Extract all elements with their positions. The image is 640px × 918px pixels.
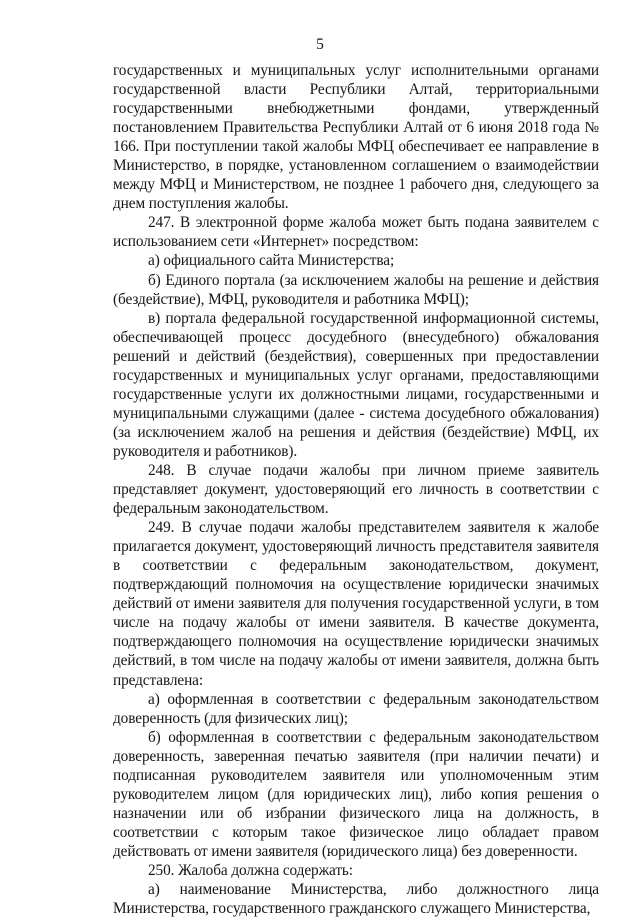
paragraph-250: 250. Жалоба должна содержать: [148,861,353,879]
paragraph-249-b: б) оформленная в соответствии с федеральным законодательством доверенность, заверенная печатью заявителя (при наличии печати) и подписанная руководителем заявителя или уполномоченным этим руководителем лицом (для юридических лиц), либо копия решения о назначении или об избрании физического лица на должность, в соответствии с которым такое физическое лицо обладает правом действовать от имени заявителя (юридического лица) без доверенности. [113,728,599,860]
page-number: 5 [316,36,324,53]
scan-edge-mark [633,182,638,234]
paragraph-249-a: а) оформленная в соответствии с федеральным законодательством доверенность (для физических лиц); [113,690,599,727]
paragraph-247-b: б) Единого портала (за исключением жалобы на решение и действия (бездействие), МФЦ, руководителя и работника МФЦ); [113,271,599,308]
paragraph-247-a: а) официального сайта Министерства; [148,252,395,270]
paragraph-247: 247. В электронной форме жалоба может быть подана заявителем с использованием сети «Интернет» посредством: [113,214,599,251]
paragraph-249: 249. В случае подачи жалобы представителем заявителя к жалобе прилагается документ, удостоверяющий личность представителя заявителя в соответствии с федеральным законодательством, документ, подтверждающий полномочия на осуществление юридически значимых действий от имени заявителя для получения государственной услуги, в том числе на подачу жалобы от имени заявителя. В качестве документа, подтверждающего полномочия на осуществление юридически значимых действий, в том числе на подачу жалобы от имени заявителя, должна быть представлена: [113,519,599,689]
paragraph-248: 248. В случае подачи жалобы при личном приеме заявитель представляет документ, удостоверяющий его личность в соответствии с федеральным законодательством. [113,461,599,518]
paragraph-247-c: в) портала федеральной государственной информационной системы, обеспечивающей процесс досудебного (внесудебного) обжалования решений и действий (бездействия), совершенных при предоставлении государственных и муниципальных услуг органами, предоставляющими государственные услуги их должностными лицами, государственными и муниципальными служащими (далее - система досудебного обжалования) (за исключением жалоб на решения и действия (бездействие) МФЦ, их руководителя и работников). [113,309,599,460]
document-body [113,61,599,918]
paragraph-continuation: государственных и муниципальных услуг исполнительными органами государственной власти Республики Алтай, территориальными государственными внебюджетными фондами, утвержденный постановлением Правительства Республики Алтай от 6 июня 2018 года № 166. При поступлении такой жалобы МФЦ обеспечивает ее направление в Министерство, в порядке, установленном соглашением о взаимодействии между МФЦ и Министерством, не позднее 1 рабочего дня, следующего за днем поступления жалобы. [113,62,599,213]
paragraph-250-a: а) наименование Министерства, либо должностного лица Министерства, государственного гражданского служащего Министерства, [113,881,599,918]
